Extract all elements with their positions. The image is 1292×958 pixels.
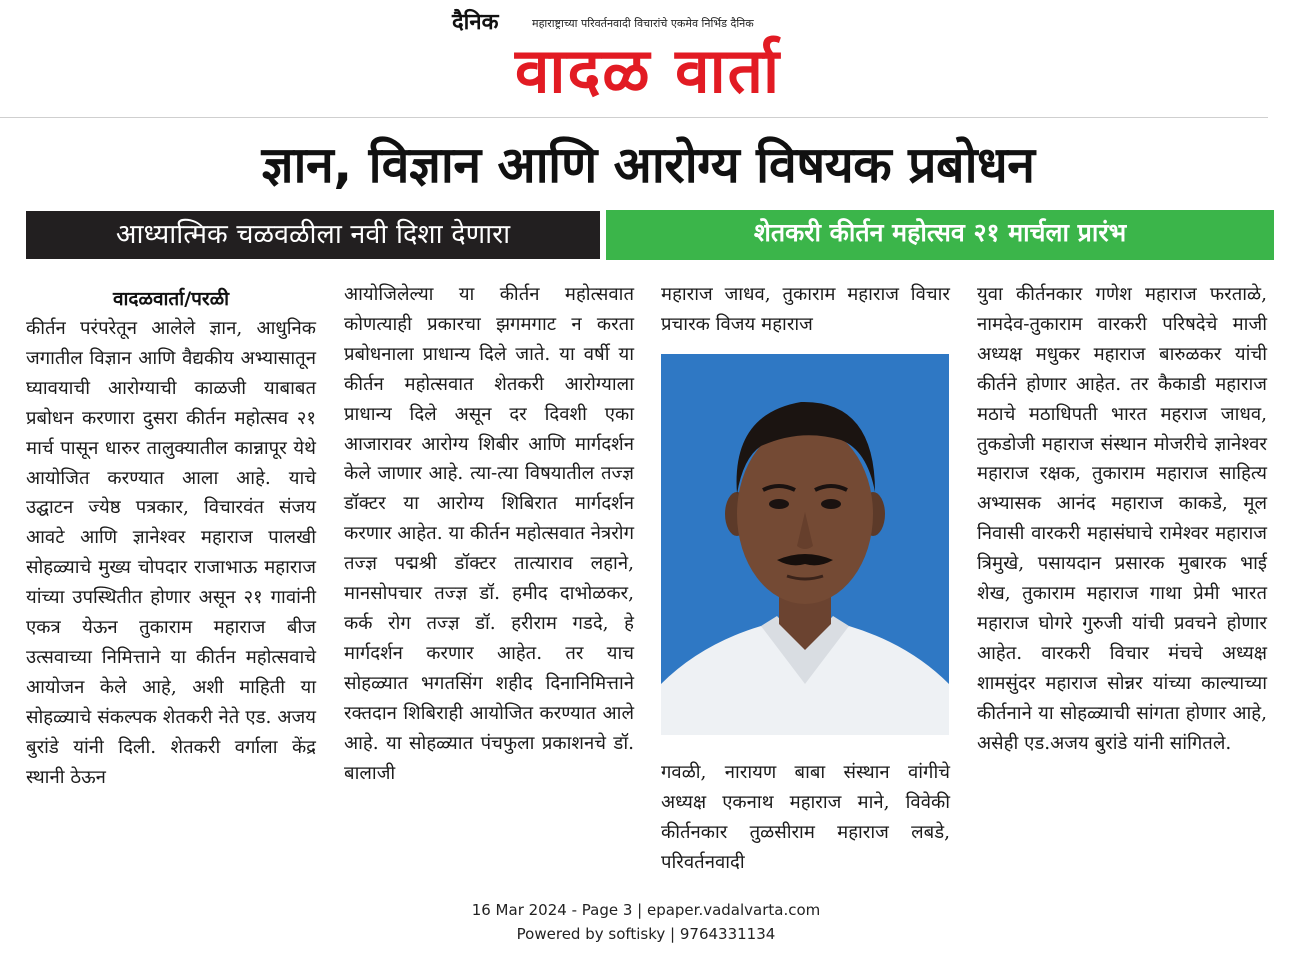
footer-edition-line: 16 Mar 2024 - Page 3 | epaper.vadalvarta.com	[471, 901, 821, 919]
subheadline-right: शेतकरी कीर्तन महोत्सव २१ मार्चला प्रारंभ	[606, 210, 1274, 260]
subheadline-left: आध्यात्मिक चळवळीला नवी दिशा देणारा	[26, 211, 600, 259]
footer-credit-line: Powered by softisky | 9764331134	[516, 925, 776, 943]
portrait-illustration	[661, 354, 949, 735]
page-headline: ज्ञान, विज्ञान आणि आरोग्य विषयक प्रबोधन	[261, 136, 1035, 194]
article-column-2	[344, 280, 634, 788]
article-column-3-bottom	[661, 758, 950, 878]
daily-label: दैनिक	[452, 10, 499, 35]
article-column-3-top-text: महाराज जाधव, तुकाराम महाराज विचार प्रचारक विजय महाराज	[661, 284, 950, 335]
article-column-1-text: कीर्तन परंपरेतून आलेले ज्ञान, आधुनिक जगातील विज्ञान आणि वैद्यकीय अभ्यासातून घ्यावयाची आरोग्याची काळजी याबाबत प्रबोधन करणारा दुसरा कीर्तन महोत्सव २१ मार्च पासून धारुर तालुक्यातील कान्नापूर येथे आयोजित करण्यात आला आहे. याचे उद्घाटन ज्येष्ठ पत्रकार, विचारवंत संजय आवटे आणि ज्ञानेश्वर महाराज पालखी सोहळ्याचे मुख्य चोपदार राजाभाऊ महाराज यांच्या उपस्थितीत होणार असून २१ गावांनी एकत्र येऊन तुकाराम महाराज बीज उत्सवाच्या निमित्ताने या कीर्तन महोत्सवाचे आयोजन केले आहे, अशी माहिती या सोहळ्याचे संकल्पक शेतकरी नेते एड. अजय बुरांडे यांनी दिली. शेतकरी वर्गाला केंद्र स्थानी ठेऊन	[26, 318, 316, 788]
portrait-photo	[661, 354, 949, 735]
page-footer	[0, 898, 1292, 946]
article-column-3	[661, 280, 950, 340]
article-column-2-text: आयोजिलेल्या या कीर्तन महोत्सवात कोणत्याही प्रकारचा झगमगाट न करता प्रबोधनाला प्राधान्य दिले जाते. या वर्षी या कीर्तन महोत्सवात शेतकरी आरोग्याला प्राधान्य दिले असून दर दिवशी एका आजारावर आरोग्य शिबीर आणि मार्गदर्शन केले जाणार आहे. त्या-त्या विषयातील तज्ज्ञ डॉक्टर या आरोग्य शिबिरात मार्गदर्शन करणार आहेत. या कीर्तन महोत्सवात नेत्ररोग तज्ज्ञ पद्मश्री डॉक्टर तात्याराव लहाने, मानसोपचार तज्ज्ञ डॉ. हमीद दाभोळकर, कर्क रोग तज्ज्ञ डॉ. हरीराम गडदे, हे मार्गदर्शन करणार आहेत. तर याच सोहळ्यात भगतसिंग शहीद दिनानिमित्ताने रक्तदान शिबिराही आयोजित करण्यात आले आहे. या सोहळ्यात पंचफुला प्रकाशनचे डॉ. बालाजी	[344, 284, 634, 784]
article-column-3-bottom-text: गवळी, नारायण बाबा संस्थान वांगीचे अध्यक्ष एकनाथ महाराज माने, विवेकी कीर्तनकार तुळसीराम महाराज लबडे, परिवर्तनवादी	[661, 762, 950, 873]
article-column-4-text: युवा कीर्तनकार गणेश महाराज फरताळे, नामदेव-तुकाराम वारकरी परिषदेचे माजी अध्यक्ष मधुकर महाराज बारुळकर यांची कीर्तने होणार आहेत. तर कैकाडी महाराज मठाचे मठाधिपती भारत महराज जाधव, तुकडोजी महाराज संस्थान मोजरीचे ज्ञानेश्वर महाराज रक्षक, तुकाराम महाराज साहित्य अभ्यासक आनंद महाराज काकडे, मूल निवासी वारकरी महासंघाचे रामेश्वर महाराज त्रिमुखे, पसायदान प्रसारक मुबारक भाई शेख, तुकाराम महाराज गाथा प्रेमी भारत महाराज घोगरे गुरुजी यांची प्रवचने होणार आहेत. वारकरी विचार मंचचे अध्यक्ष शामसुंदर महाराज सोन्नर यांच्या काल्याच्या कीर्तनाने या सोहळ्याची सांगता होणार आहे, असेही एड.अजय बुरांडे यांनी सांगितले.	[977, 284, 1267, 754]
newspaper-logo: वादळ वार्ता	[514, 34, 782, 107]
article-column-1	[26, 284, 316, 793]
masthead	[440, 4, 860, 114]
article-column-4	[977, 280, 1267, 759]
masthead-tagline: महाराष्ट्राच्या परिवर्तनवादी विचारांचे एकमेव निर्भिड दैनिक	[532, 17, 754, 30]
article-dateline: वादळवार्ता/परळी	[112, 288, 230, 310]
masthead-divider	[0, 117, 1268, 118]
